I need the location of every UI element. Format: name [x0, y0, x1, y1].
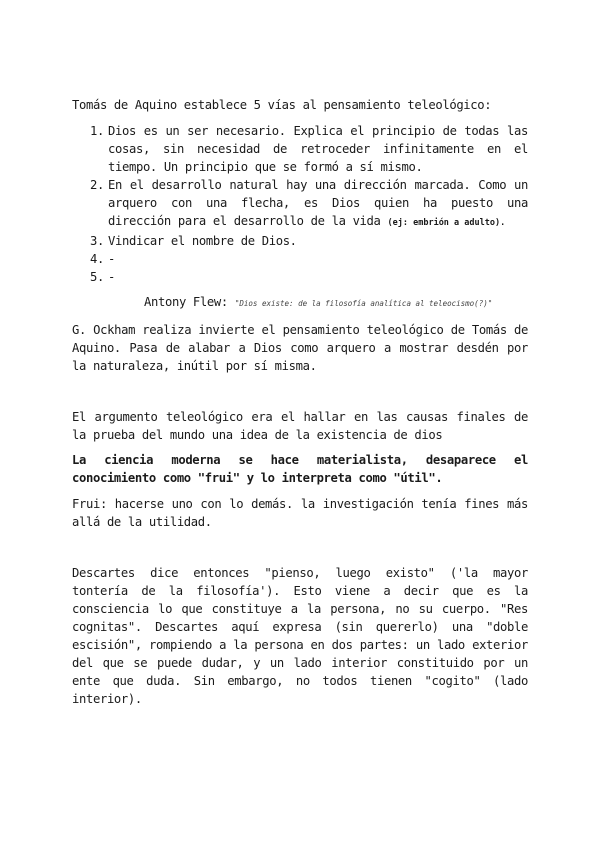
- list-item-text: -: [108, 270, 115, 284]
- list-item-text: Dios es un ser necesario. Explica el principio de todas las cosas, sin necesidad de retroceder infinitamente en el tiempo. Un principio que se formó a sí mismo.: [108, 124, 528, 174]
- ockham-paragraph: G. Ockham realiza invierte el pensamiento teleológico de Tomás de Aquino. Pasa de alabar a Dios como arquero a mostrar desdén por la naturaleza, inútil por sí misma.: [72, 323, 528, 373]
- list-item-text: En el desarrollo natural hay una dirección marcada. Como un arquero con una flecha, es Dios quien ha puesto una dirección para el desarrollo de la vida: [108, 178, 528, 228]
- frui-paragraph: Frui: hacerse uno con lo demás. la investigación tenía fines más allá de la utilidad.: [72, 497, 528, 529]
- quote-author: Antony Flew:: [144, 295, 228, 309]
- list-number: 4.: [90, 252, 104, 266]
- list-number: 1.: [90, 124, 104, 138]
- descartes-paragraph: Descartes dice entonces "pienso, luego existo" ('la mayor tontería de la filosofía'). Esto viene a decir que es la consciencia lo que constituye a la persona, no su cuerpo. "Res cognitas". Descartes aquí expresa (sin quererlo) una "doble escisión", rompiendo a la persona en dos partes: un lado exterior del que se puede dudar, y un lado interior constituido por un ente que duda. Sin embargo, no todos tienen "cogito" (lado interior).: [72, 566, 528, 706]
- list-item-text: Vindicar el nombre de Dios.: [108, 234, 297, 248]
- quote-work: "Dios existe: de la filosofía analítica al teleocismo(?)": [234, 299, 493, 308]
- argumento-paragraph: El argumento teleológico era el hallar en las causas finales de la prueba del mundo una idea de la existencia de dios: [72, 410, 528, 442]
- list-item: [72, 122, 528, 176]
- quote-line: [144, 293, 492, 313]
- list-number: 5.: [90, 270, 104, 284]
- vias-list: [72, 122, 528, 286]
- list-item: [72, 176, 528, 232]
- list-item: [72, 232, 528, 250]
- list-number: 2.: [90, 178, 104, 192]
- list-item: [72, 268, 528, 286]
- list-item-note: (ej: embrión a adulto).: [387, 218, 506, 228]
- list-item-text: -: [108, 252, 115, 266]
- intro-text: Tomás de Aquino establece 5 vías al pensamiento teleológico:: [72, 98, 492, 112]
- list-number: 3.: [90, 234, 104, 248]
- ciencia-paragraph: La ciencia moderna se hace materialista, desaparece el conocimiento como "frui" y lo interpreta como "útil".: [72, 453, 528, 485]
- list-item: [72, 250, 528, 268]
